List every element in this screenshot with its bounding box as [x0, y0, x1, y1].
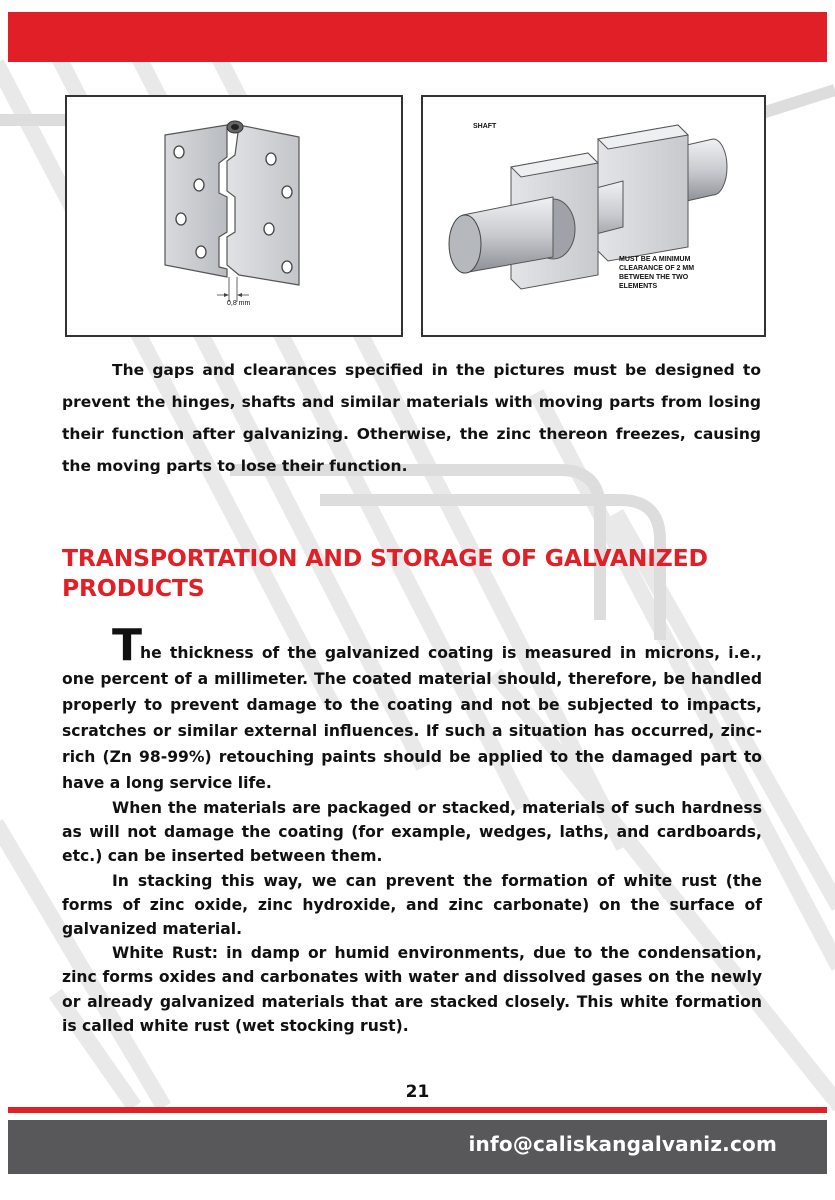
body-paragraph-4: White Rust: in damp or humid environments, due to the condensation, zinc forms oxides and carbonates with water and dissolved gases on the newly or already galvanized materials that are stacked closely. This white formation is called white rust (wet stocking rust).: [62, 944, 762, 1035]
intro-paragraph: The gaps and clearances specified in the pictures must be designed to prevent the hinges, shafts and similar materials with moving parts from losing their function after galvanizing. Otherwise, the zinc thereon freezes, causing the moving parts to lose their function.: [62, 361, 761, 475]
shaft-figure: [421, 95, 766, 337]
footer-red-line: [8, 1107, 827, 1113]
body-paragraph-2: When the materials are packaged or stacked, materials of such hardness as will not damage the coating (for example, wedges, laths, and cardboards, etc.) can be inserted between them.: [62, 799, 762, 866]
drop-cap: T: [112, 620, 141, 671]
body-paragraph-1: [62, 620, 762, 796]
shaft-label: SHAFT: [473, 123, 497, 130]
clearance-note-line: ELEMENTS: [619, 283, 658, 290]
hinge-figure: [65, 95, 403, 337]
section-heading: TRANSPORTATION AND STORAGE OF GALVANIZED PRODUCTS: [62, 544, 708, 602]
top-red-bar: [8, 12, 827, 62]
clearance-note-line: CLEARANCE OF 2 MM: [619, 265, 695, 272]
footer-email: info@caliskangalvaniz.com: [468, 1132, 777, 1156]
clearance-note-line: BETWEEN THE TWO: [619, 274, 689, 281]
footer-bar: [8, 1120, 827, 1174]
clearance-note-line: MUST BE A MINIMUM: [619, 256, 691, 263]
hinge-dimension-label: 0,8 mm: [227, 300, 251, 307]
shaft-illustration: [423, 97, 764, 335]
clearance-note: [619, 255, 694, 291]
body-paragraph-3: In stacking this way, we can prevent the formation of white rust (the forms of zinc oxide, zinc hydroxide, and zinc carbonate) on the surface of galvanized material.: [62, 871, 762, 939]
page-number: 21: [405, 1082, 430, 1102]
paragraph-1-text: he thickness of the galvanized coating is measured in microns, i.e., one percent of a millimeter. The coated material should, therefore, be handled properly to prevent damage to the coating and not be subjected to impacts, scratches or similar external influences. If such a situation has occurred, zinc-rich (Zn 98-99%) retouching paints should be applied to the damaged part to have a long service life.: [62, 644, 762, 792]
section-body: [62, 620, 762, 1038]
